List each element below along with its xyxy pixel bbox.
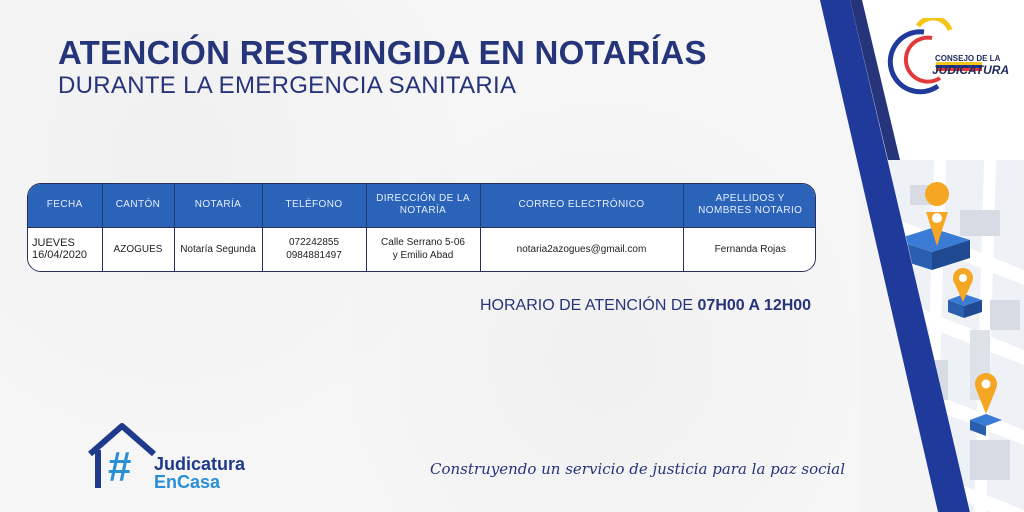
table-row [28, 227, 816, 271]
logo-line2: EnCasa [154, 472, 221, 492]
judicatura-encasa-logo [86, 420, 266, 492]
telefono-2: 0984881497 [286, 250, 342, 262]
header-notario: APELLIDOS Y NOMBRES NOTARIO [683, 184, 816, 227]
header-fecha: FECHA [28, 184, 102, 227]
horario-hours: 07H00 A 12H00 [697, 297, 812, 314]
direccion-1: Calle Serrano 5-06 [381, 237, 465, 249]
hash-icon: # [108, 443, 132, 490]
telefono-1: 072242855 [288, 237, 340, 249]
cell-notario: Fernanda Rojas [683, 227, 816, 271]
cell-telefono [262, 227, 366, 271]
cell-correo[interactable]: notaria2azogues@gmail.com [480, 227, 683, 271]
slogan: Construyendo un servicio de justicia para la paz social [430, 460, 846, 478]
header-direccion: DIRECCIÓN DE LA NOTARÍA [366, 184, 480, 227]
horario-text [480, 297, 811, 315]
consejo-line2: JUDICATURA [932, 63, 1010, 77]
header-notaria: NOTARÍA [174, 184, 262, 227]
cell-canton: AZOGUES [102, 227, 174, 271]
logo-line1: Judicatura [154, 454, 246, 474]
header-correo: CORREO ELECTRÓNICO [480, 184, 683, 227]
horario-label: HORARIO DE ATENCIÓN DE [480, 297, 698, 314]
cell-fecha: JUEVES 16/04/2020 [28, 227, 102, 271]
cell-direccion [366, 227, 480, 271]
table-header-row [28, 184, 816, 227]
header-telefono: TELÉFONO [262, 184, 366, 227]
page-subtitle: DURANTE LA EMERGENCIA SANITARIA [58, 72, 517, 99]
page-title: ATENCIÓN RESTRINGIDA EN NOTARÍAS [58, 34, 707, 71]
notaria-table [27, 183, 816, 272]
header-canton: CANTÓN [102, 184, 174, 227]
cell-notaria: Notaría Segunda [174, 227, 262, 271]
direccion-2: y Emilio Abad [392, 250, 454, 262]
consejo-line1: CONSEJO DE LA [935, 54, 1001, 63]
